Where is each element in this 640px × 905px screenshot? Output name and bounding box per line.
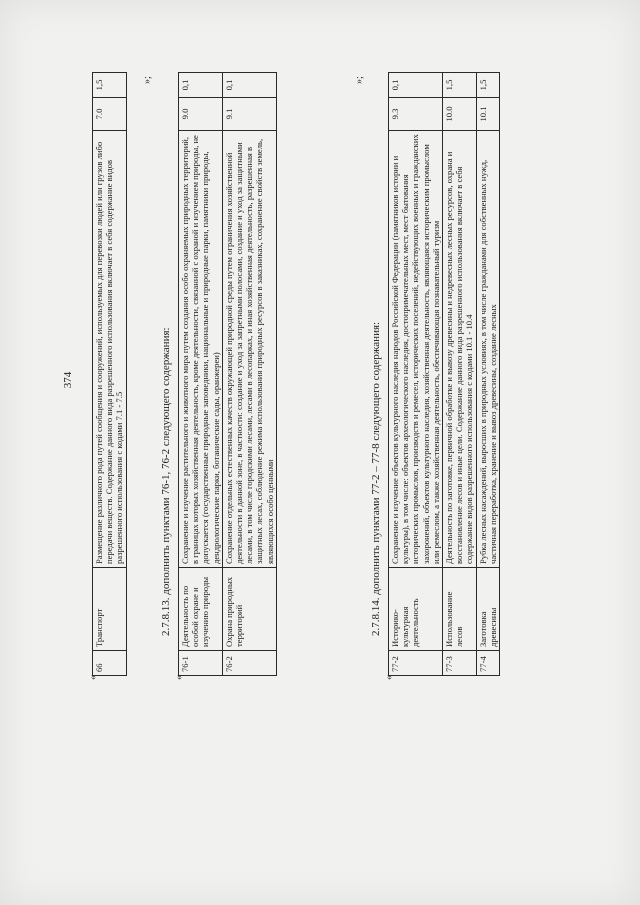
page-number: 374 <box>62 371 74 389</box>
table-row <box>93 73 127 676</box>
close-quote: »; <box>142 76 153 84</box>
row-name: Использование лесов <box>443 568 477 651</box>
open-quote: « <box>174 675 185 680</box>
table-row <box>476 73 499 676</box>
table-transport <box>92 72 127 676</box>
row-description: Сохранение отдельных естественных качеств окружающей природной среды путем ограничения хозяйственной деятельности в данной зоне, в частности: создание и уход за запретными полосами, создание и уход за защитными лесами, в том числе городскими лесами, лесами в лесопарках, и иная хозяйственная деятельность, разрешенная в защитных лесах, соблюдение режима использования природных ресурсов в заказниках, сохранение свойств земель, являющихся особо ценными <box>222 131 276 568</box>
row-description: Сохранение и изучение объектов культурного наследия народов Российской Федерации (памятников истории и культуры), в том числе: объектов археологического наследия, достопримечательных мест, мест бытования исторических промыслов, производств и ремесел, исторических поселений, недействующих военных и гражданских захоронений, объектов культурного наследия, хозяйственная деятельность, являющаяся историческим промыслом или ремеслом, а также хозяйственная деятельность, обеспечивающая познавательный туризм <box>389 131 443 568</box>
row-code: 66 <box>93 651 127 676</box>
close-quote: »; <box>354 76 365 84</box>
row-coefficient: 0,1 <box>389 73 443 98</box>
table-row <box>179 73 223 676</box>
row-code: 76-1 <box>179 651 223 676</box>
rotated-document <box>60 0 580 760</box>
section-heading: 2.7.8.13. дополнить пунктами 76-1, 76-2 следующего содержания: <box>160 327 172 636</box>
open-quote: « <box>384 675 395 680</box>
row-code: 76-2 <box>222 651 276 676</box>
row-coefficient: 0,1 <box>179 73 223 98</box>
row-coefficient: 1,5 <box>93 73 127 98</box>
row-coefficient: 0,1 <box>222 73 276 98</box>
row-name: Транспорт <box>93 568 127 651</box>
row-class-code: 7.0 <box>93 98 127 131</box>
row-class-code: 10.1 <box>476 98 499 131</box>
table-heritage-forest <box>388 72 500 676</box>
row-description: Рубка лесных насаждений, выросших в природных условиях, в том числе гражданами для собственных нужд, частичная переработка, хранение и вывоз древесины, создание лесных <box>476 131 499 568</box>
row-description: Размещение различного рода путей сообщения и сооружений, используемых для перевозки людей или грузов либо передачи веществ. Содержание данного вида разрешенного использования включает в себя содержание видов разрешенного использования с кодами 7.1 - 7.5 <box>93 131 127 568</box>
row-code: 77-3 <box>443 651 477 676</box>
section-heading: 2.7.8.14. дополнить пунктами 77-2 – 77-8 следующего содержания: <box>370 321 382 636</box>
row-coefficient: 1,5 <box>476 73 499 98</box>
row-coefficient: 1,5 <box>443 73 477 98</box>
row-name: Заготовка древесины <box>476 568 499 651</box>
row-description: Деятельность по заготовке, первичной обработке и вывозу древесины и недревесных лесных ресурсов, охрана и восстановление лесов и иные цели. Содержание данного вида разрешенного использования включает в себя содержание видов разрешенного использования с кодами 10.1 - 10.4 <box>443 131 477 568</box>
open-quote: « <box>88 675 99 680</box>
table-row <box>443 73 477 676</box>
row-code: 77-2 <box>389 651 443 676</box>
row-name: Историко-культурная деятельность <box>389 568 443 651</box>
row-class-code: 9.3 <box>389 98 443 131</box>
table-row <box>222 73 276 676</box>
row-description: Сохранение и изучение растительного и животного мира путем создания особо охраняемых природных территорий, в границах которых хозяйственная деятельность, кроме деятельности, связанной с охраной и изучением природы, не допускается (государственные природные заповедники, национальные и природные парки, памятники природы, дендрологические парки, ботанические сады, оранжереи) <box>179 131 223 568</box>
row-class-code: 10.0 <box>443 98 477 131</box>
row-class-code: 9.0 <box>179 98 223 131</box>
table-nature <box>178 72 277 676</box>
row-name: Деятельность по особой охране и изучению природы <box>179 568 223 651</box>
row-code: 77-4 <box>476 651 499 676</box>
row-name: Охрана природных территорий <box>222 568 276 651</box>
table-row <box>389 73 443 676</box>
row-class-code: 9.1 <box>222 98 276 131</box>
